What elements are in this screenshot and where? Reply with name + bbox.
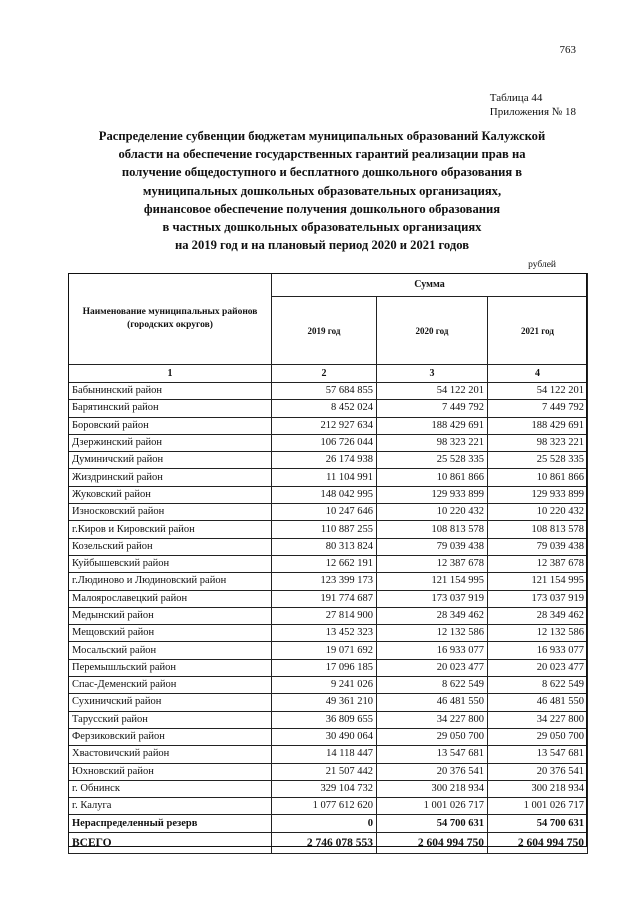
row-value-2019: 49 361 210	[272, 694, 377, 711]
row-name: Бабынинский район	[69, 383, 272, 400]
header-year-2021: 2021 год	[488, 297, 588, 365]
table-row	[69, 711, 588, 728]
row-value-2021: 12 387 678	[488, 555, 588, 572]
row-name: Медынский район	[69, 607, 272, 624]
row-value-2021: 20 023 477	[488, 659, 588, 676]
row-value-2021: 13 547 681	[488, 746, 588, 763]
row-name: Жиздринский район	[69, 469, 272, 486]
row-name: г.Киров и Кировский район	[69, 521, 272, 538]
row-value-2020: 12 132 586	[377, 625, 488, 642]
row-value-2020: 188 429 691	[377, 417, 488, 434]
row-value-2021: 46 481 550	[488, 694, 588, 711]
row-name: Мещовский район	[69, 625, 272, 642]
row-value-2021: 20 376 541	[488, 763, 588, 780]
row-value-2021: 54 700 631	[488, 815, 588, 832]
table-row	[69, 642, 588, 659]
title-line: Распределение субвенции бюджетам муниципальных образований Калужской	[98, 129, 546, 143]
table-row	[69, 573, 588, 590]
row-value-2021: 121 154 995	[488, 573, 588, 590]
table-row	[69, 832, 588, 853]
row-value-2020: 10 220 432	[377, 504, 488, 521]
header-sum: Сумма	[272, 274, 588, 297]
row-name: г. Обнинск	[69, 780, 272, 797]
row-value-2019: 27 814 900	[272, 607, 377, 624]
row-value-2021: 7 449 792	[488, 400, 588, 417]
row-name: Малоярославецкий район	[69, 590, 272, 607]
row-value-2019: 106 726 044	[272, 434, 377, 451]
row-value-2020: 29 050 700	[377, 728, 488, 745]
table-row	[69, 555, 588, 572]
row-value-2021: 10 861 866	[488, 469, 588, 486]
table-row	[69, 815, 588, 832]
table-row	[69, 590, 588, 607]
row-value-2019: 26 174 938	[272, 452, 377, 469]
header-year-2019: 2019 год	[272, 297, 377, 365]
row-name: г. Калуга	[69, 798, 272, 815]
row-value-2020: 54 700 631	[377, 815, 488, 832]
row-value-2019: 9 241 026	[272, 677, 377, 694]
table-row	[69, 417, 588, 434]
row-value-2021: 8 622 549	[488, 677, 588, 694]
table-label: Таблица 44	[489, 92, 543, 104]
table-row	[69, 798, 588, 815]
table-row	[69, 521, 588, 538]
row-name: Мосальский район	[69, 642, 272, 659]
row-name: Думиничский район	[69, 452, 272, 469]
table-row	[69, 728, 588, 745]
row-value-2019: 80 313 824	[272, 538, 377, 555]
row-value-2020: 46 481 550	[377, 694, 488, 711]
row-value-2021: 28 349 462	[488, 607, 588, 624]
row-value-2020: 7 449 792	[377, 400, 488, 417]
row-value-2020: 28 349 462	[377, 607, 488, 624]
row-value-2020: 8 622 549	[377, 677, 488, 694]
table-body	[69, 383, 588, 854]
row-value-2019: 191 774 687	[272, 590, 377, 607]
row-value-2021: 1 001 026 717	[488, 798, 588, 815]
row-name: Боровский район	[69, 417, 272, 434]
row-value-2020: 20 023 477	[377, 659, 488, 676]
row-value-2020: 12 387 678	[377, 555, 488, 572]
row-value-2020: 79 039 438	[377, 538, 488, 555]
row-name: Тарусский район	[69, 711, 272, 728]
table-row	[69, 659, 588, 676]
row-value-2019: 0	[272, 815, 377, 832]
row-name: Барятинский район	[69, 400, 272, 417]
page-number: 763	[559, 44, 576, 56]
row-name: ВСЕГО	[69, 832, 272, 853]
table-row	[69, 504, 588, 521]
row-value-2019: 2 746 078 553	[272, 832, 377, 853]
row-value-2021: 34 227 800	[488, 711, 588, 728]
row-value-2019: 110 887 255	[272, 521, 377, 538]
row-name: Ферзиковский район	[69, 728, 272, 745]
header-year-2020: 2020 год	[377, 297, 488, 365]
row-value-2021: 12 132 586	[488, 625, 588, 642]
row-name: Спас-Деменский район	[69, 677, 272, 694]
row-value-2021: 54 122 201	[488, 383, 588, 400]
row-value-2019: 11 104 991	[272, 469, 377, 486]
column-number: 1	[69, 365, 272, 383]
row-value-2019: 1 077 612 620	[272, 798, 377, 815]
title-line: на 2019 год и на плановый период 2020 и 2021 годов	[174, 238, 470, 253]
row-value-2020: 20 376 541	[377, 763, 488, 780]
units-label: рублей	[528, 260, 556, 270]
row-name: Хвастовичский район	[69, 746, 272, 763]
row-value-2020: 121 154 995	[377, 573, 488, 590]
title-line: муниципальных дошкольных образовательных организациях,	[142, 183, 502, 198]
row-value-2019: 123 399 173	[272, 573, 377, 590]
row-value-2021: 2 604 994 750	[488, 832, 588, 853]
table-row	[69, 746, 588, 763]
table-row	[69, 625, 588, 642]
row-value-2020: 2 604 994 750	[377, 832, 488, 853]
row-name: Сухиничский район	[69, 694, 272, 711]
row-value-2020: 173 037 919	[377, 590, 488, 607]
title-line: в частных дошкольных образовательных организациях	[162, 220, 482, 235]
row-name: Дзержинский район	[69, 434, 272, 451]
row-value-2020: 108 813 578	[377, 521, 488, 538]
document-title	[62, 127, 582, 254]
row-value-2019: 8 452 024	[272, 400, 377, 417]
row-name: Юхновский район	[69, 763, 272, 780]
row-value-2020: 129 933 899	[377, 486, 488, 503]
table-row	[69, 607, 588, 624]
header-name: Наименование муниципальных районов (городских округов)	[69, 274, 272, 365]
row-name: Нераспределенный резерв	[69, 815, 272, 832]
table-row	[69, 434, 588, 451]
annex-label: Приложения № 18	[489, 106, 576, 118]
row-value-2021: 79 039 438	[488, 538, 588, 555]
row-value-2021: 16 933 077	[488, 642, 588, 659]
row-value-2020: 300 218 934	[377, 780, 488, 797]
row-value-2019: 12 662 191	[272, 555, 377, 572]
row-value-2020: 54 122 201	[377, 383, 488, 400]
row-value-2019: 148 042 995	[272, 486, 377, 503]
row-value-2019: 19 071 692	[272, 642, 377, 659]
row-value-2021: 98 323 221	[488, 434, 588, 451]
row-value-2021: 129 933 899	[488, 486, 588, 503]
row-value-2021: 29 050 700	[488, 728, 588, 745]
annex-reference	[490, 91, 576, 119]
table-row	[69, 694, 588, 711]
column-number: 2	[272, 365, 377, 383]
row-name: Куйбышевский район	[69, 555, 272, 572]
title-line: финансовое обеспечение получения дошкольного образования	[143, 201, 501, 216]
table-row	[69, 677, 588, 694]
subvention-table	[68, 273, 588, 854]
row-value-2019: 14 118 447	[272, 746, 377, 763]
table-row	[69, 538, 588, 555]
row-name: Перемышльский район	[69, 659, 272, 676]
table-row	[69, 486, 588, 503]
table-row	[69, 452, 588, 469]
row-name: г.Людиново и Людиновский район	[69, 573, 272, 590]
row-value-2020: 34 227 800	[377, 711, 488, 728]
row-value-2019: 30 490 064	[272, 728, 377, 745]
row-value-2021: 25 528 335	[488, 452, 588, 469]
row-value-2019: 212 927 634	[272, 417, 377, 434]
table-row	[69, 780, 588, 797]
table-row	[69, 763, 588, 780]
row-value-2020: 16 933 077	[377, 642, 488, 659]
row-value-2019: 36 809 655	[272, 711, 377, 728]
row-value-2019: 10 247 646	[272, 504, 377, 521]
row-value-2020: 1 001 026 717	[377, 798, 488, 815]
row-value-2020: 98 323 221	[377, 434, 488, 451]
row-value-2021: 188 429 691	[488, 417, 588, 434]
row-value-2019: 57 684 855	[272, 383, 377, 400]
column-number: 4	[488, 365, 588, 383]
row-value-2019: 21 507 442	[272, 763, 377, 780]
row-name: Козельский район	[69, 538, 272, 555]
row-name: Износковский район	[69, 504, 272, 521]
table-row	[69, 469, 588, 486]
table-row	[69, 400, 588, 417]
row-value-2020: 13 547 681	[377, 746, 488, 763]
title-line: получение общедоступного и бесплатного дошкольного образования в	[121, 165, 523, 180]
title-line: области на обеспечение государственных гарантий реализации прав на	[118, 147, 526, 162]
row-value-2021: 108 813 578	[488, 521, 588, 538]
table-row	[69, 383, 588, 400]
row-value-2021: 10 220 432	[488, 504, 588, 521]
row-name: Жуковский район	[69, 486, 272, 503]
column-number: 3	[377, 365, 488, 383]
row-value-2019: 17 096 185	[272, 659, 377, 676]
row-value-2020: 10 861 866	[377, 469, 488, 486]
row-value-2020: 25 528 335	[377, 452, 488, 469]
row-value-2019: 13 452 323	[272, 625, 377, 642]
row-value-2021: 173 037 919	[488, 590, 588, 607]
row-value-2021: 300 218 934	[488, 780, 588, 797]
row-value-2019: 329 104 732	[272, 780, 377, 797]
